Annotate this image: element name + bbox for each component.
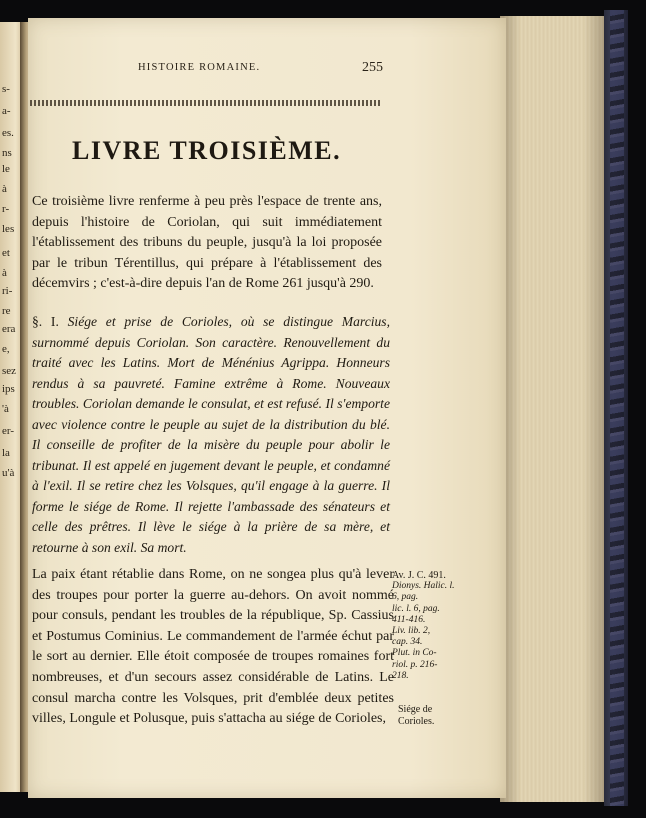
left-page-fragment: er- xyxy=(2,425,14,437)
left-page-fragment: ri- xyxy=(2,285,13,297)
left-page-fragment: à xyxy=(2,267,7,279)
running-head: HISTOIRE ROMAINE. xyxy=(138,62,261,73)
left-page-fragment: es. xyxy=(2,127,14,139)
margin-ref: cap. 34. xyxy=(392,637,423,648)
left-page-fragment: à xyxy=(2,183,7,195)
left-page-fragment: a- xyxy=(2,105,11,117)
section-summary xyxy=(32,312,390,558)
margin-note: Siége de Corioles. xyxy=(398,704,435,727)
margin-ref: Liv. lib. 2, xyxy=(392,626,431,637)
left-page-fragment: ips xyxy=(2,383,15,395)
left-page-fragment: la xyxy=(2,447,10,459)
left-page-fragment: re xyxy=(2,305,11,317)
left-page-fragment: era xyxy=(2,323,16,335)
left-page-fragment: u'à xyxy=(2,467,15,479)
margin-ref: 218. xyxy=(392,670,409,681)
chapter-title: LIVRE TROISIÈME. xyxy=(72,136,342,165)
decorative-rule xyxy=(30,100,380,106)
margin-ref: riol. p. 216- xyxy=(392,659,438,670)
margin-ref: lic. l. 6, pag. xyxy=(392,603,440,614)
margin-ref: Plut. in Co- xyxy=(392,648,437,659)
left-page-fragment: r- xyxy=(2,203,10,215)
margin-ref: Dionys. Halic. l. 6, pag. xyxy=(392,581,455,603)
left-page-fragment: le xyxy=(2,163,10,175)
left-page-fragment: et xyxy=(2,247,10,259)
margin-date: Av. J. C. 491. xyxy=(392,570,446,581)
page-number: 255 xyxy=(362,60,383,75)
body-paragraph: La paix étant rétablie dans Rome, on ne songea plus qu'à lever des troupes pour porter la guerre au-dehors. On avoit nommé pour consuls, pendant les troubles de la république, Sp. Cassius et Postumus Cominius. Le commandement de l'armée échut par le sort au dernier. Elle étoit composée de troupes romaines fort nombreuses, et d'un secours assez considérable de Latins. Le consul marcha contre les Volsques, prit d'emblée deux petites villes, Longule et Polusque, puis s'attacha au siége de Corioles, xyxy=(32,567,394,727)
margin-references xyxy=(392,570,462,682)
left-page-fragment: sez xyxy=(2,365,17,377)
marbled-cover-edge xyxy=(610,10,624,806)
left-page-fragment: ns xyxy=(2,147,12,159)
left-page-fragment: 'à xyxy=(2,403,9,415)
summary-text: Siége et prise de Corioles, où se distingue Marcius, surnommé depuis Coriolan. Son caractère. Renouvellement du traité avec les Latins. Mort de Ménénius Agrippa. Honneurs rendus à sa pauvreté. Famine extrême à Rome. Nouveaux troubles. Coriolan demande le consulat, et est refusé. Il s'emporte avec violence contre le peuple au sujet de la distribution du blé. Il conseille de profiter de la misère du peuple pour abolir le tribunat. Il est appelé en jugement devant le peuple, et condamné à l'exil. Il se retire chez les Volsques, qu'il engage à la guerre. Il forme le siége de Rome. Il rejette l'ambassade des sénateurs et celle des prêtres. Il lève le siége à la prière de sa mère, et retourne à son exil. Sa mort. xyxy=(32,314,390,555)
page-block-edges xyxy=(500,16,606,802)
intro-paragraph: Ce troisième livre renferme à peu près l'espace de trente ans, depuis l'histoire de Coriolan, qui suit immédiatement l'établissement des tribuns du peuple, jusqu'à la loi proposée par le tribun Térentillus, qui prépare à l'établissement des décemvirs ; c'est-à-dire depuis l'an de Rome 261 jusqu'à 290. xyxy=(32,194,382,291)
section-marker: §. I. xyxy=(32,314,59,329)
margin-ref: 411-416. xyxy=(392,614,426,625)
left-page-fragment: les xyxy=(2,223,15,235)
left-page-fragment: s- xyxy=(2,83,10,95)
left-page-fragment: e, xyxy=(2,343,10,355)
